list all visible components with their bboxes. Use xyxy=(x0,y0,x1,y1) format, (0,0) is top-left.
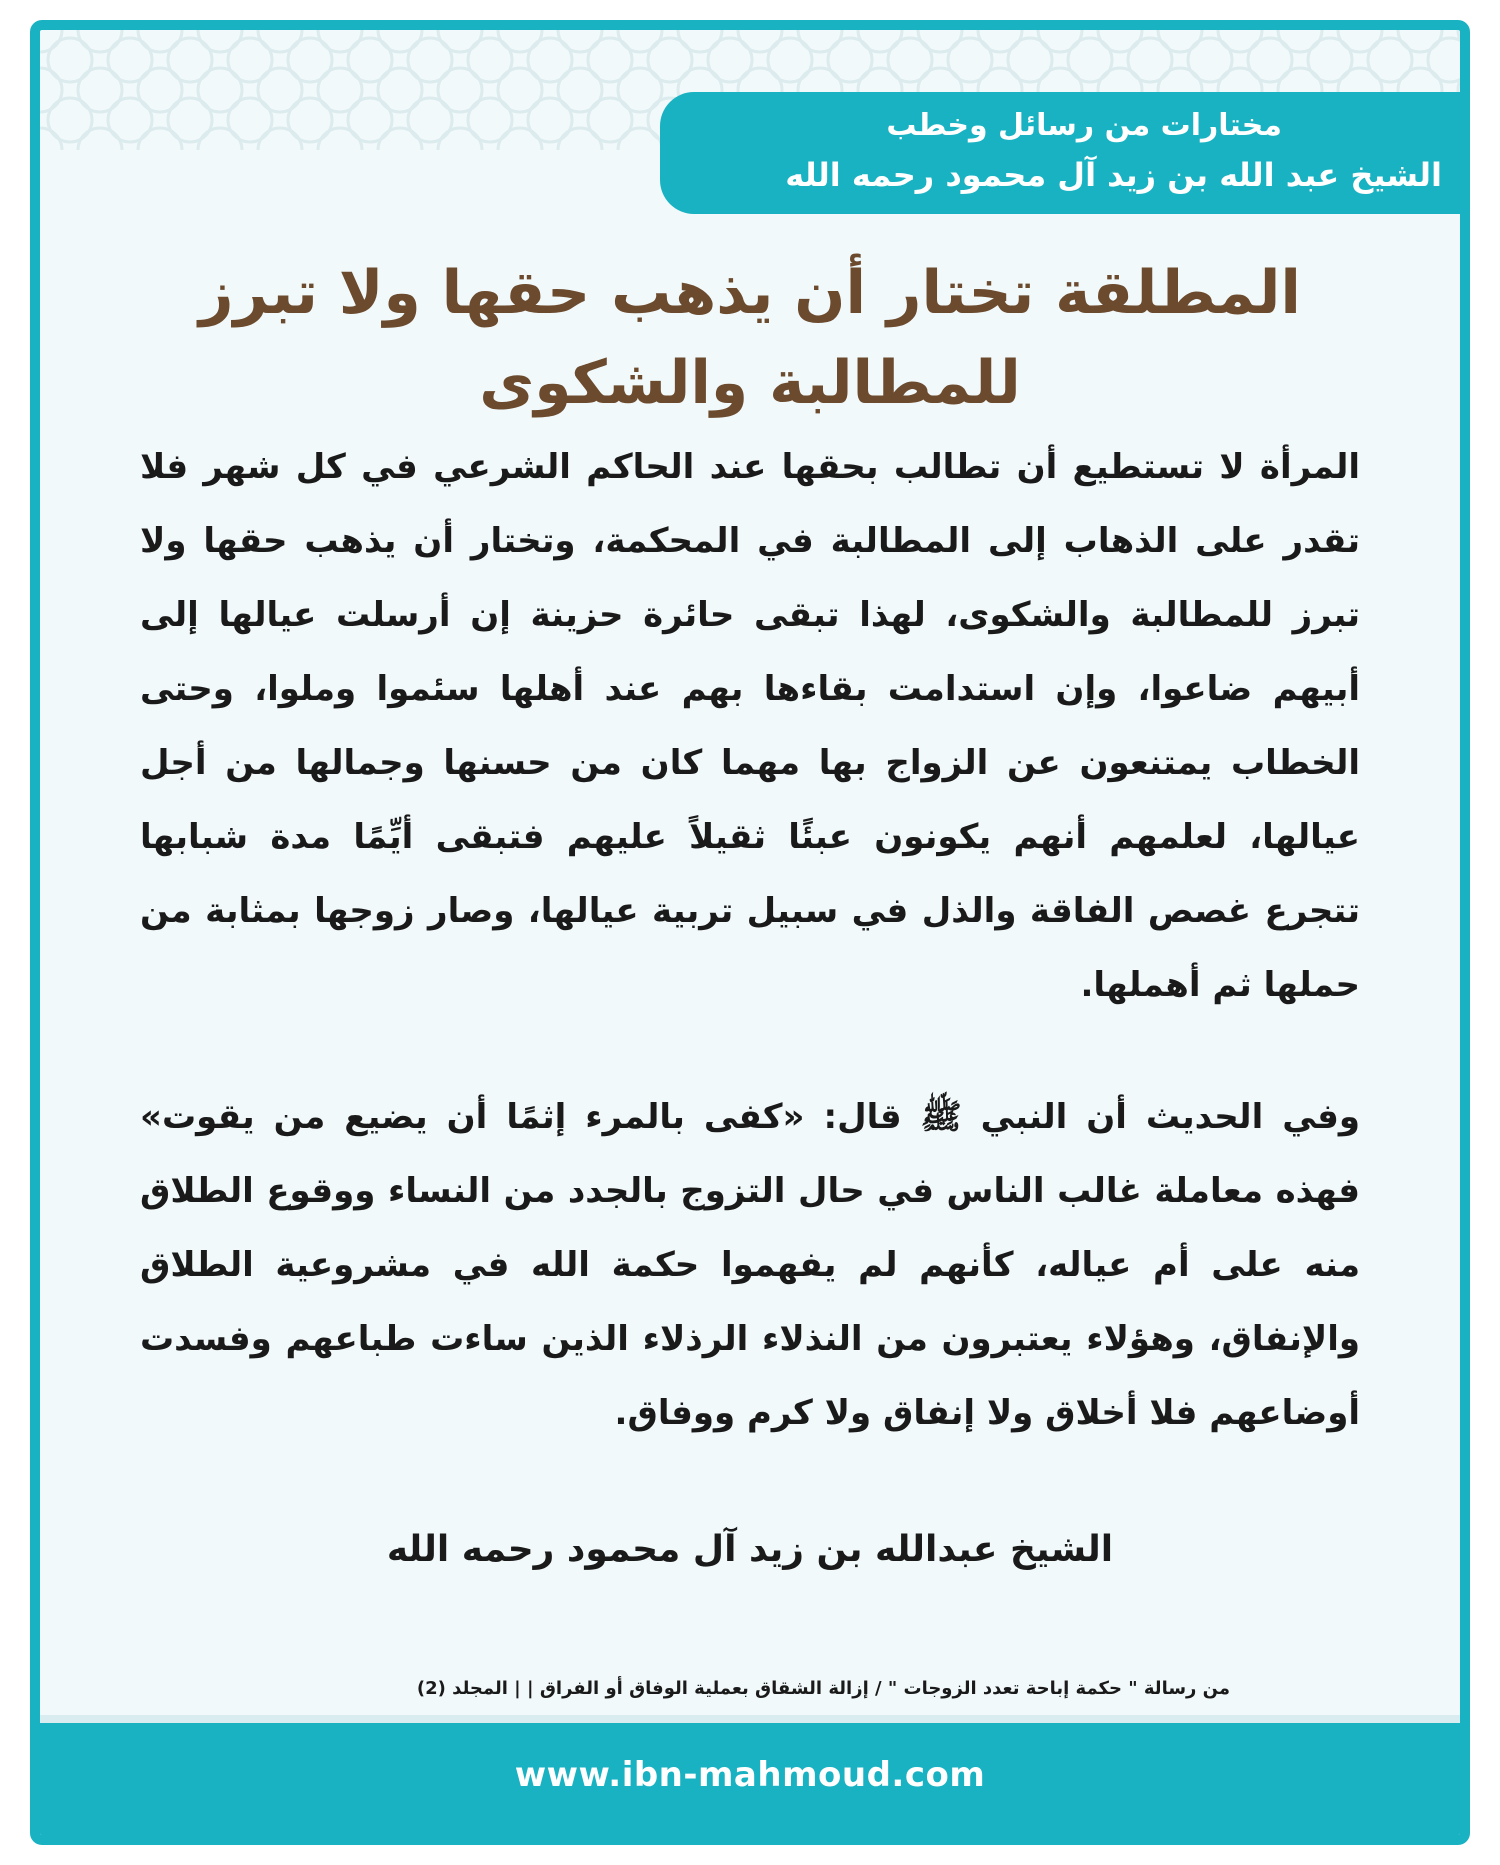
header-subtitle: مختارات من رسائل وخطب xyxy=(886,108,1282,143)
article-title: المطلقة تختار أن يذهب حقها ولا تبرز للمطالبة والشكوى xyxy=(198,258,1301,418)
paragraph-2: وفي الحديث أن النبي ﷺ قال: «كفى بالمرء إثمًا أن يضيع من يقوت» فهذه معاملة غالب الناس في حال التزوج بالجدد من النساء ووقوع الطلاق منه على أم عياله، كأنهم لم يفهموا حكمة الله في مشروعية الطلاق والإنفاق، وهؤلاء يعتبرون من النذلاء الرذلاء الذين ساءت طباعهم وفسدت أوضاعهم فلا أخلاق ولا إنفاق ولا كرم ووفاق. xyxy=(140,1097,1360,1433)
page-frame xyxy=(30,20,1470,1845)
header-author: الشيخ عبد الله بن زيد آل محمود رحمه الله xyxy=(785,156,1442,194)
author-signature: الشيخ عبدالله بن زيد آل محمود رحمه الله xyxy=(386,1529,1114,1570)
source-citation: من رسالة " حكمة إباحة تعدد الزوجات " / إزالة الشقاق بعملية الوفاق أو الفراق | | المجلد (2) xyxy=(416,1678,1230,1699)
header-banner xyxy=(660,92,1470,214)
website-link[interactable]: www.ibn-mahmoud.com xyxy=(514,1755,986,1795)
footer-bar xyxy=(40,1715,1460,1835)
paragraph-1: المرأة لا تستطيع أن تطالب بحقها عند الحاكم الشرعي في كل شهر فلا تقدر على الذهاب إلى المطالبة في المحكمة، وتختار أن يذهب حقها ولا تبرز للمطالبة والشكوى، لهذا تبقى حائرة حزينة إن أرسلت عيالها إلى أبيهم ضاعوا، وإن استدامت بقاءها بهم عند أهلها سئموا وملوا، وحتى الخطاب يمتنعون عن الزواج بها مهما كان من حسنها وجمالها من أجل عيالها، لعلمهم أنهم يكونون عبئًا ثقيلاً عليهم فتبقى أيِّمًا مدة شبابها تتجرع غصص الفاقة والذل في سبيل تربية عيالها، وصار زوجها بمثابة من حملها ثم أهملها. xyxy=(140,447,1360,1005)
